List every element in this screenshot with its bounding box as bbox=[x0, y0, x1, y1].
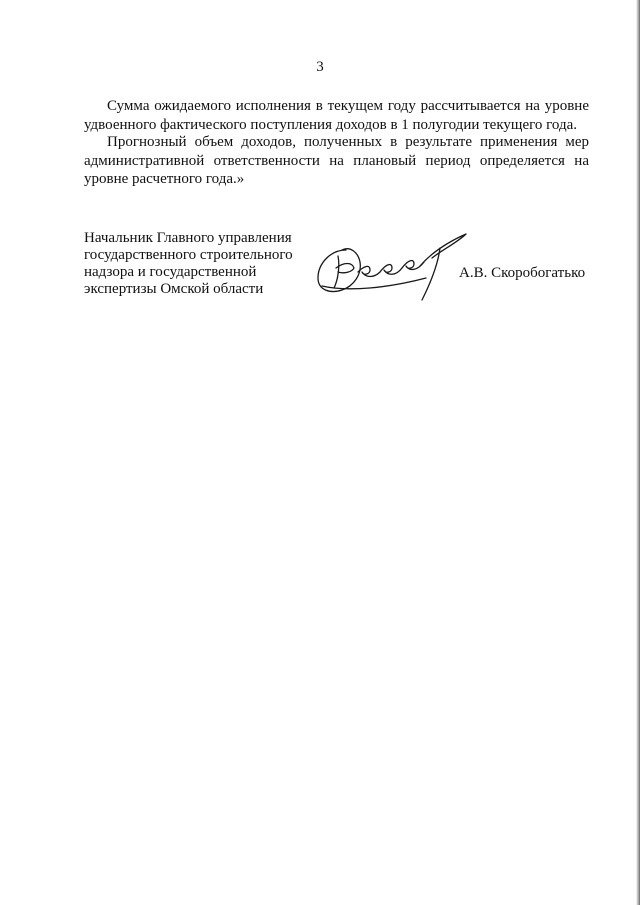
page-edge-shadow bbox=[636, 0, 640, 905]
signer-position-line-2: государственного строительного bbox=[84, 247, 293, 263]
signer-position-line-3: надзора и государственной bbox=[84, 264, 257, 280]
body-paragraph-2: Прогнозный объем доходов, полученных в результате применения мер административной ответственности на плановый период определяется на уровне расчетного года.» bbox=[84, 134, 589, 187]
signer-position-line-1: Начальник Главного управления bbox=[84, 230, 292, 246]
signer-position bbox=[84, 230, 324, 298]
body-paragraph-1: Сумма ожидаемого исполнения в текущем году рассчитывается на уровне удвоенного фактического поступления доходов в 1 полугодии текущего года. bbox=[84, 98, 589, 133]
page-number: 3 bbox=[316, 59, 324, 75]
signer-position-line-4: экспертизы Омской области bbox=[84, 281, 264, 297]
signer-name: А.В. Скоробогатько bbox=[459, 265, 586, 281]
